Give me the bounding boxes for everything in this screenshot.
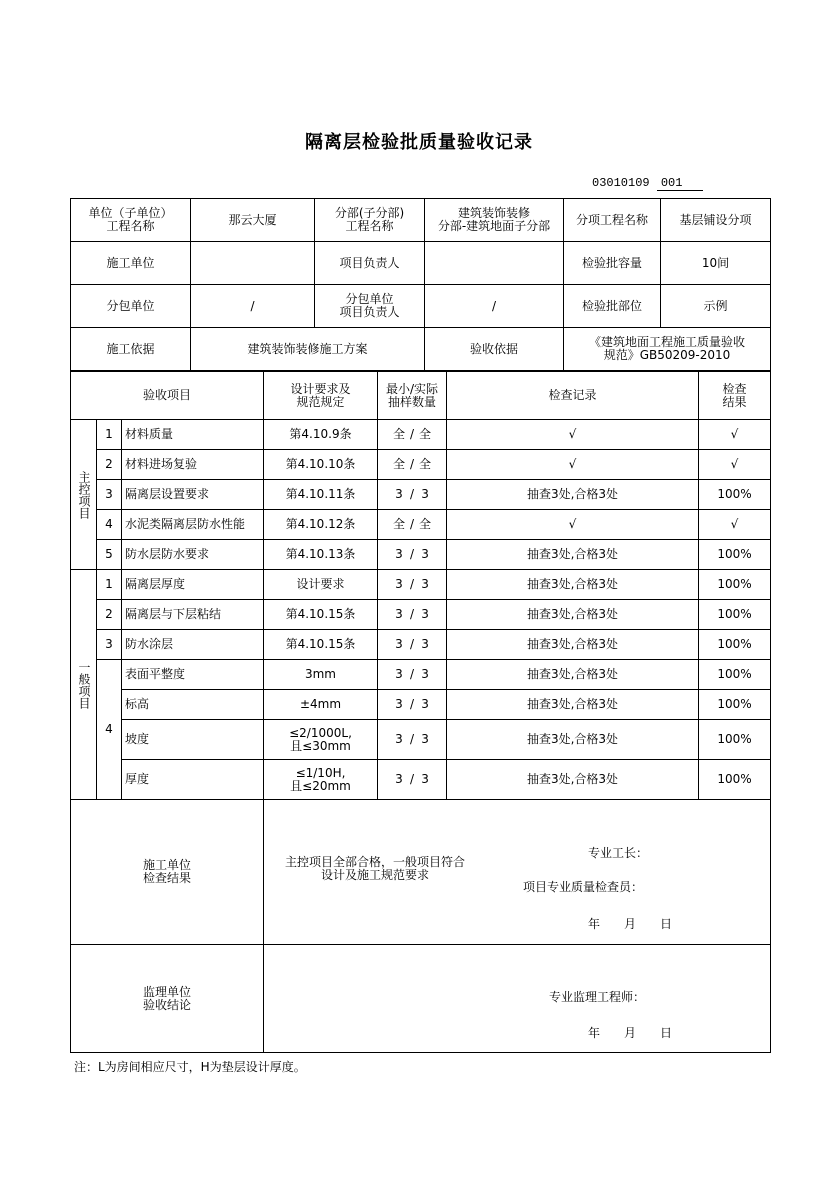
check-record: 抽查3处,合格3处 <box>447 660 699 690</box>
sub-value: / <box>191 285 315 328</box>
check-result: 100% <box>699 600 771 630</box>
sub-pm-value: / <box>425 285 564 328</box>
contractor-check-text: 主控项目全部合格，一般项目符合 设计及施工规范要求 <box>284 855 465 882</box>
item-name: 材料进场复验 <box>122 450 264 480</box>
sample-separator: / <box>409 517 415 531</box>
sample-separator: / <box>409 427 415 441</box>
min-sample: 全 <box>392 517 405 531</box>
min-sample: 3 <box>395 577 403 591</box>
design-requirement: 第4.10.15条 <box>264 630 378 660</box>
check-record: 抽查3处,合格3处 <box>447 570 699 600</box>
row-number: 2 <box>97 450 122 480</box>
actual-sample: 3 <box>421 667 429 681</box>
sample-count <box>378 420 447 450</box>
row-number: 3 <box>97 630 122 660</box>
item-name: 隔离层设置要求 <box>122 480 264 510</box>
actual-sample: 全 <box>419 457 432 471</box>
actual-sample: 3 <box>421 637 429 651</box>
sample-count <box>378 720 447 760</box>
check-record: 抽查3处,合格3处 <box>447 480 699 510</box>
actual-sample: 3 <box>421 577 429 591</box>
design-requirement: 第4.10.10条 <box>264 450 378 480</box>
sample-separator: / <box>409 547 415 561</box>
design-requirement: ≤2/1000L, 且≤30mm <box>264 720 378 760</box>
check-record: √ <box>447 510 699 540</box>
unit-label: 单位（子单位） 工程名称 <box>71 199 191 242</box>
division-label: 分部(子分部) 工程名称 <box>315 199 425 242</box>
min-sample: 全 <box>392 457 405 471</box>
header-table <box>70 198 771 371</box>
sample-separator: / <box>409 772 415 786</box>
general-items-label: 一般项目 <box>71 570 97 800</box>
min-sample: 3 <box>395 667 403 681</box>
sample-count <box>378 450 447 480</box>
item-name: 水泥类隔离层防水性能 <box>122 510 264 540</box>
check-result: 100% <box>699 690 771 720</box>
check-record: 抽查3处,合格3处 <box>447 760 699 800</box>
contractor-date: 年 月 日 <box>588 917 673 931</box>
foreman-label: 专业工长： <box>588 846 649 860</box>
basis-value: 建筑装饰装修施工方案 <box>191 328 425 371</box>
check-record: 抽查3处,合格3处 <box>447 540 699 570</box>
min-sample: 3 <box>395 772 403 786</box>
item-name: 防水涂层 <box>122 630 264 660</box>
basis-label: 施工依据 <box>71 328 191 371</box>
engineer-label: 专业监理工程师： <box>549 990 646 1004</box>
accept-basis-label: 验收依据 <box>425 328 564 371</box>
item-name: 防水层防水要求 <box>122 540 264 570</box>
actual-sample: 3 <box>421 547 429 561</box>
location-label: 检验批部位 <box>564 285 661 328</box>
supervisor-date: 年 月 日 <box>588 1026 673 1040</box>
check-result: √ <box>699 420 771 450</box>
sample-count <box>378 660 447 690</box>
check-result: 100% <box>699 540 771 570</box>
sample-separator: / <box>409 607 415 621</box>
subitem-value: 基层铺设分项 <box>661 199 771 242</box>
row-number: 4 <box>97 660 122 800</box>
actual-sample: 3 <box>421 487 429 501</box>
sample-count <box>378 480 447 510</box>
check-result: √ <box>699 450 771 480</box>
sample-separator: / <box>409 667 415 681</box>
col-design: 设计要求及 规范规定 <box>264 372 378 420</box>
serial-number: 001 <box>657 176 703 191</box>
sample-separator: / <box>409 637 415 651</box>
contractor-label: 施工单位 <box>71 242 191 285</box>
actual-sample: 全 <box>419 427 432 441</box>
capacity-value: 10间 <box>661 242 771 285</box>
design-requirement: 第4.10.12条 <box>264 510 378 540</box>
capacity-label: 检验批容量 <box>564 242 661 285</box>
contractor-check-label: 施工单位 检查结果 <box>71 800 264 945</box>
check-record: 抽查3处,合格3处 <box>447 630 699 660</box>
inspector-label: 项目专业质量检查员： <box>523 880 644 894</box>
sample-separator: / <box>409 577 415 591</box>
pm-value <box>425 242 564 285</box>
check-result: 100% <box>699 570 771 600</box>
col-item: 验收项目 <box>71 372 264 420</box>
page-title: 隔离层检验批质量验收记录 <box>305 132 533 153</box>
sub-pm-label: 分包单位 项目负责人 <box>315 285 425 328</box>
supervisor-check-cell <box>264 945 771 1053</box>
location-value: 示例 <box>661 285 771 328</box>
design-requirement: 第4.10.11条 <box>264 480 378 510</box>
design-requirement: 第4.10.15条 <box>264 600 378 630</box>
design-requirement: 设计要求 <box>264 570 378 600</box>
footnote: 注：L为房间相应尺寸，H为垫层设计厚度。 <box>74 1060 306 1074</box>
check-result: 100% <box>699 630 771 660</box>
design-requirement: 3mm <box>264 660 378 690</box>
min-sample: 3 <box>395 547 403 561</box>
supervisor-check-label: 监理单位 验收结论 <box>71 945 264 1053</box>
sample-count <box>378 690 447 720</box>
sample-separator: / <box>409 457 415 471</box>
sample-count <box>378 630 447 660</box>
sample-separator: / <box>409 732 415 746</box>
design-requirement: ±4mm <box>264 690 378 720</box>
check-record: 抽查3处,合格3处 <box>447 720 699 760</box>
record-number: 03010109 <box>592 176 650 190</box>
sample-count <box>378 510 447 540</box>
actual-sample: 全 <box>419 517 432 531</box>
sample-count <box>378 760 447 800</box>
check-record: √ <box>447 450 699 480</box>
check-result: 100% <box>699 660 771 690</box>
col-count: 最小/实际 抽样数量 <box>378 372 447 420</box>
sample-separator: / <box>409 487 415 501</box>
check-result: 100% <box>699 760 771 800</box>
accept-basis-value: 《建筑地面工程施工质量验收 规范》GB50209-2010 <box>564 328 771 371</box>
contractor-value <box>191 242 315 285</box>
division-value: 建筑装饰装修 分部-建筑地面子分部 <box>425 199 564 242</box>
design-requirement: 第4.10.9条 <box>264 420 378 450</box>
row-number: 5 <box>97 540 122 570</box>
check-result: √ <box>699 510 771 540</box>
table-row <box>71 630 771 660</box>
unit-value: 那云大厦 <box>191 199 315 242</box>
item-name: 标高 <box>122 690 264 720</box>
actual-sample: 3 <box>421 697 429 711</box>
sub-label: 分包单位 <box>71 285 191 328</box>
table-row <box>71 450 771 480</box>
design-requirement: ≤1/10H, 且≤20mm <box>264 760 378 800</box>
item-name: 隔离层与下层粘结 <box>122 600 264 630</box>
table-row <box>71 760 771 800</box>
sample-count <box>378 540 447 570</box>
min-sample: 3 <box>395 607 403 621</box>
min-sample: 3 <box>395 697 403 711</box>
min-sample: 3 <box>395 732 403 746</box>
actual-sample: 3 <box>421 772 429 786</box>
min-sample: 3 <box>395 637 403 651</box>
item-name: 材料质量 <box>122 420 264 450</box>
item-name: 厚度 <box>122 760 264 800</box>
table-row <box>71 720 771 760</box>
min-sample: 全 <box>392 427 405 441</box>
actual-sample: 3 <box>421 607 429 621</box>
item-name: 隔离层厚度 <box>122 570 264 600</box>
main-items-label: 主控项目 <box>71 420 97 570</box>
item-name: 表面平整度 <box>122 660 264 690</box>
table-row <box>71 660 771 690</box>
table-row <box>71 570 771 600</box>
table-row <box>71 480 771 510</box>
row-number: 4 <box>97 510 122 540</box>
pm-label: 项目负责人 <box>315 242 425 285</box>
row-number: 2 <box>97 600 122 630</box>
sample-separator: / <box>409 697 415 711</box>
sample-count <box>378 570 447 600</box>
check-result: 100% <box>699 480 771 510</box>
table-row <box>71 600 771 630</box>
sample-count <box>378 600 447 630</box>
record-code <box>592 176 703 191</box>
item-name: 坡度 <box>122 720 264 760</box>
table-row <box>71 690 771 720</box>
subitem-label: 分项工程名称 <box>564 199 661 242</box>
min-sample: 3 <box>395 487 403 501</box>
col-record: 检查记录 <box>447 372 699 420</box>
check-result: 100% <box>699 720 771 760</box>
row-number: 1 <box>97 570 122 600</box>
row-number: 1 <box>97 420 122 450</box>
row-number: 3 <box>97 480 122 510</box>
table-row <box>71 420 771 450</box>
col-result: 检查 结果 <box>699 372 771 420</box>
table-row <box>71 510 771 540</box>
check-record: 抽查3处,合格3处 <box>447 600 699 630</box>
contractor-check-cell <box>264 800 771 945</box>
check-record: √ <box>447 420 699 450</box>
check-record: 抽查3处,合格3处 <box>447 690 699 720</box>
design-requirement: 第4.10.13条 <box>264 540 378 570</box>
inspection-table <box>70 371 771 1053</box>
actual-sample: 3 <box>421 732 429 746</box>
table-row <box>71 540 771 570</box>
